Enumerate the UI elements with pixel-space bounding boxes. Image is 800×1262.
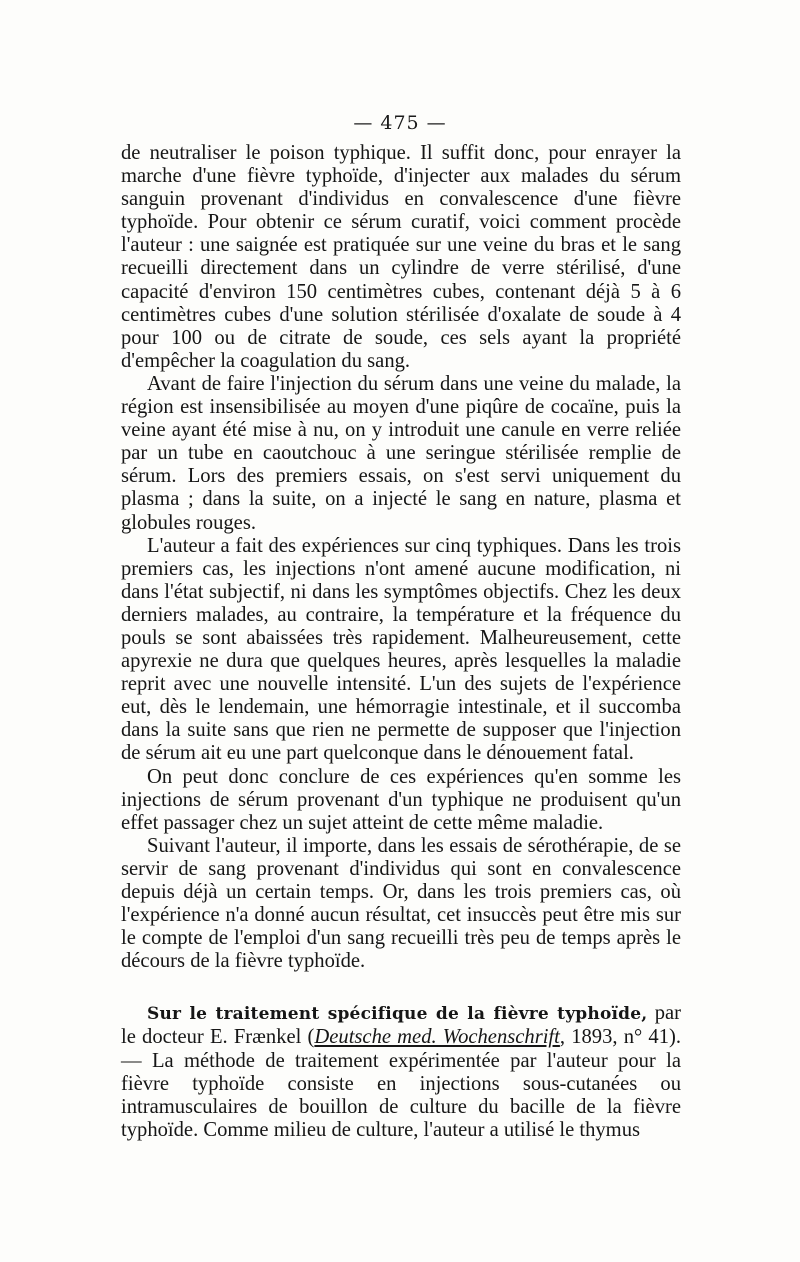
text-column	[121, 142, 681, 1142]
page-number: — 475 —	[353, 112, 447, 134]
paragraph-4: On peut donc conclure de ces expériences qu'en somme les injections de sérum provenant d'un typhique ne produisent qu'un effet passager chez un sujet atteint de cette même maladie.	[121, 765, 681, 834]
section-title: Sur le traitement spécifique de la fièvre typhoïde,	[147, 1004, 648, 1025]
section-entry	[121, 1002, 681, 1142]
paragraph-5: Suivant l'auteur, il importe, dans les essais de sérothérapie, de se servir de sang provenant d'individus qui sont en convalescence depuis déjà un certain temps. Or, dans les trois premiers cas, où l'expérience n'a donné aucun résultat, cet insuccès peut être mis sur le compte de l'emploi d'un sang recueilli très peu de temps après le décours de la fièvre typhoïde.	[121, 834, 681, 973]
paragraph-2: Avant de faire l'injection du sérum dans une veine du malade, la région est insensibilisée au moyen d'une piqûre de cocaïne, puis la veine ayant été mise à nu, on y introduit une canule en verre reliée par un tube en caoutchouc à une seringue stérilisée remplie de sérum. Lors des premiers essais, on s'est servi uniquement du plasma ; dans la suite, on a injecté le sang en nature, plasma et globules rouges.	[121, 372, 681, 534]
journal-title: Deutsche med. Wochenschrift	[314, 1026, 560, 1049]
paragraph-1: de neutraliser le poison typhique. Il suffit donc, pour enrayer la marche d'une fièvre typhoïde, d'injecter aux malades du sérum sanguin provenant d'individus en convalescence d'une fièvre typhoïde. Pour obtenir ce sérum curatif, voici comment procède l'auteur : une saignée est pratiquée sur une veine du bras et le sang recueilli directement dans un cylindre de verre stérilisé, d'une capacité d'environ 150 centimètres cubes, contenant déjà 5 à 6 centimètres cubes d'une solution stérilisée d'oxalate de soude à 4 pour 100 ou de citrate de soude, ces sels ayant la propriété d'empêcher la coagulation du sang.	[121, 142, 681, 372]
section-author: par le docteur E. Frænkel (	[121, 1002, 682, 1049]
section-text: , 1893, n° 41). — La méthode de traitement expérimentée par l'auteur pour la fièvre typhoïde consiste en injections sous-cutanées ou intramusculaires de bouillon de culture du bacille de la fièvre typhoïde. Comme milieu de culture, l'auteur a utilisé le thymus	[121, 1026, 682, 1141]
paragraph-3: L'auteur a fait des expériences sur cinq typhiques. Dans les trois premiers cas, les injections n'ont amené aucune modification, ni dans l'état subjectif, ni dans les symptômes objectifs. Chez les deux derniers malades, au contraire, la température et la fréquence du pouls se sont abaissées très rapidement. Malheureusement, cette apyrexie ne dura que quelques heures, après lesquelles la maladie reprit avec une nouvelle intensité. L'un des sujets de l'expérience eut, dès le lendemain, une hémorragie intestinale, et il succomba dans la suite sans que rien ne permette de supposer que l'injection de sérum ait eu une part quelconque dans le dénouement fatal.	[121, 534, 681, 765]
